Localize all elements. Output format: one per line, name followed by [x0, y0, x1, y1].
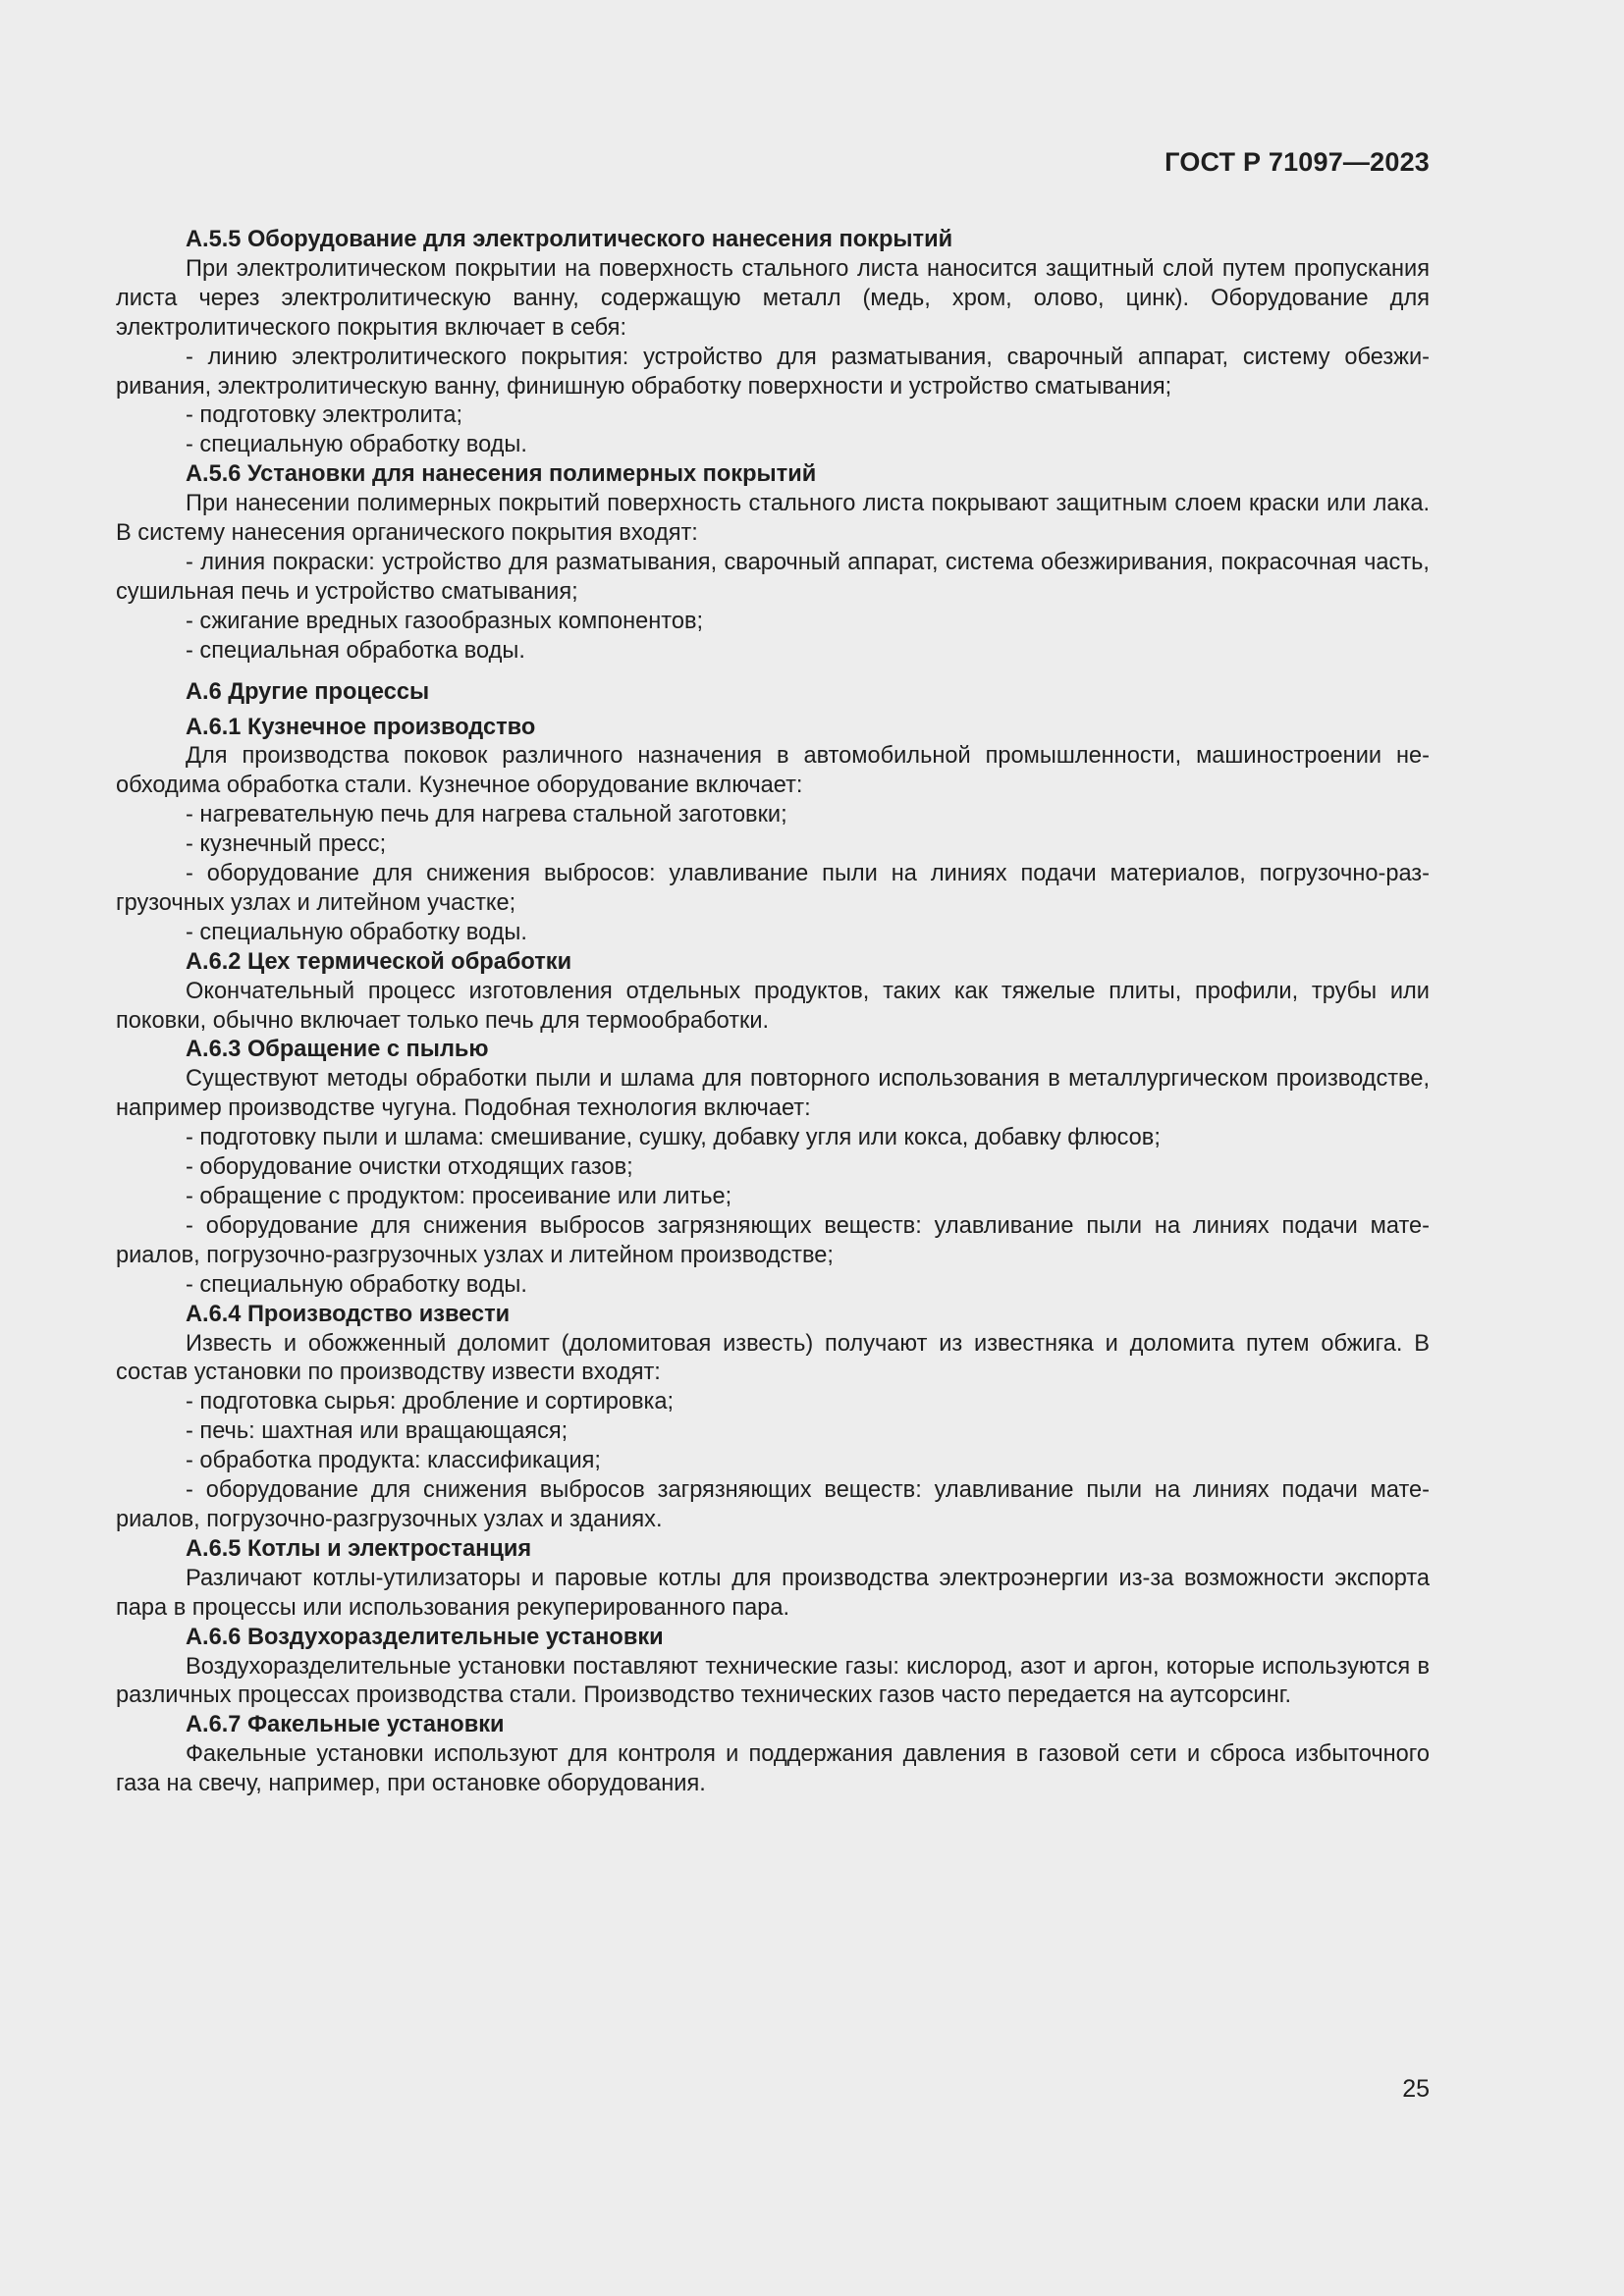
- paragraph: - печь: шахтная или вращающаяся;: [186, 1418, 568, 1445]
- paragraph: - линию электролитического покрытия: устройство для разматывания, сварочный аппарат, систему обезжиривания, электролитическую ванну, финишную обработку поверхности и устройство сматывания;: [116, 344, 1430, 400]
- paragraph: - оборудование очистки отходящих газов;: [186, 1154, 633, 1181]
- section-heading: А.6.3 Обращение с пылью: [186, 1037, 489, 1063]
- paragraph: При нанесении полимерных покрытий поверхность стального листа покрывают защитным слоем краски или лака. В систему нанесения органического покрытия входят:: [116, 491, 1430, 547]
- paragraph: - специальная обработка воды.: [186, 637, 525, 664]
- paragraph: - оборудование для снижения выбросов загрязняющих веществ: улавливание пыли на линиях подачи материалов, погрузочно-разгрузочных узлах и зданиях.: [116, 1477, 1430, 1532]
- paragraph: Существуют методы обработки пыли и шлама для повторного использования в металлургическом производстве, например производстве чугуна. Подобная технология включает:: [116, 1066, 1430, 1122]
- paragraph: - оборудование для снижения выбросов: улавливание пыли на линиях подачи материалов, погрузочно-разгрузочных узлах и литейном участке;: [116, 861, 1430, 916]
- paragraph: - подготовку электролита;: [186, 402, 463, 429]
- section-heading: А.6.1 Кузнечное производство: [186, 714, 536, 740]
- paragraph: - нагревательную печь для нагрева стальной заготовки;: [186, 802, 787, 828]
- paragraph: Факельные установки используют для контроля и поддержания давления в газовой сети и сброса избыточного газа на свечу, например, при остановке оборудования.: [116, 1741, 1430, 1797]
- section-heading: А.6.5 Котлы и электростанция: [186, 1535, 532, 1562]
- paragraph: - подготовка сырья: дробление и сортировка;: [186, 1389, 675, 1415]
- paragraph: При электролитическом покрытии на поверхность стального листа наносится защитный слой путем пропускания листа через электролитическую ванну, содержащую металл (медь, хром, олово, цинк). Оборудование для электролитического покрытия включает в себя:: [116, 255, 1430, 341]
- paragraph: - специальную обработку воды.: [186, 1271, 527, 1298]
- paragraph: Известь и обожженный доломит (доломитовая известь) получают из известняка и доломита путем обжига. В состав установки по производству извести входят:: [116, 1330, 1430, 1386]
- paragraph: - линия покраски: устройство для разматывания, сварочный аппарат, система обезжиривания, покрасочная часть, сушильная печь и устройство сматывания;: [116, 549, 1430, 605]
- paragraph: Различают котлы-утилизаторы и паровые котлы для производства электроэнергии из-за возможности экспорта пара в процессы или использования рекуперированного пара.: [116, 1565, 1430, 1621]
- paragraph: - обращение с продуктом: просеивание или литье;: [186, 1184, 732, 1209]
- paragraph: - подготовку пыли и шлама: смешивание, сушку, добавку угля или кокса, добавку флюсов;: [186, 1125, 1161, 1151]
- paragraph: - специальную обработку воды.: [186, 919, 527, 945]
- paragraph: Для производства поковок различного назначения в автомобильной промышленности, машиностроении необходима обработка стали. Кузнечное оборудование включает:: [116, 743, 1430, 799]
- section-heading: А.5.5 Оборудование для электролитического нанесения покрытий: [186, 227, 953, 252]
- section-heading: А.6.4 Производство извести: [186, 1301, 511, 1327]
- paragraph: Окончательный процесс изготовления отдельных продуктов, таких как тяжелые плиты, профили, трубы или поковки, обычно включает только печь для термообработки.: [116, 978, 1430, 1034]
- paragraph: - кузнечный пресс;: [186, 831, 387, 858]
- document-body: [116, 226, 1430, 1799]
- section-heading: А.6.7 Факельные установки: [186, 1712, 505, 1738]
- paragraph: - сжигание вредных газообразных компонентов;: [186, 608, 704, 634]
- section-heading: А.6 Другие процессы: [186, 678, 430, 705]
- paragraph: - обработка продукта: классификация;: [186, 1448, 601, 1474]
- paragraph: Воздухоразделительные установки поставляют технические газы: кислород, азот и аргон, которые используются в различных процессах производства стали. Производство технических газов часто передается на аутсорсинг.: [116, 1653, 1430, 1709]
- section-heading: А.5.6 Установки для нанесения полимерных покрытий: [186, 461, 817, 488]
- page-number: 25: [1402, 2075, 1430, 2103]
- paragraph: - оборудование для снижения выбросов загрязняющих веществ: улавливание пыли на линиях подачи материалов, погрузочно-разгрузочных узлах и литейном производстве;: [116, 1212, 1430, 1268]
- section-heading: А.6.6 Воздухоразделительные установки: [186, 1624, 664, 1650]
- paragraph: - специальную обработку воды.: [186, 432, 527, 458]
- document-header: ГОСТ Р 71097—2023: [1164, 147, 1430, 177]
- section-heading: А.6.2 Цех термической обработки: [186, 948, 572, 975]
